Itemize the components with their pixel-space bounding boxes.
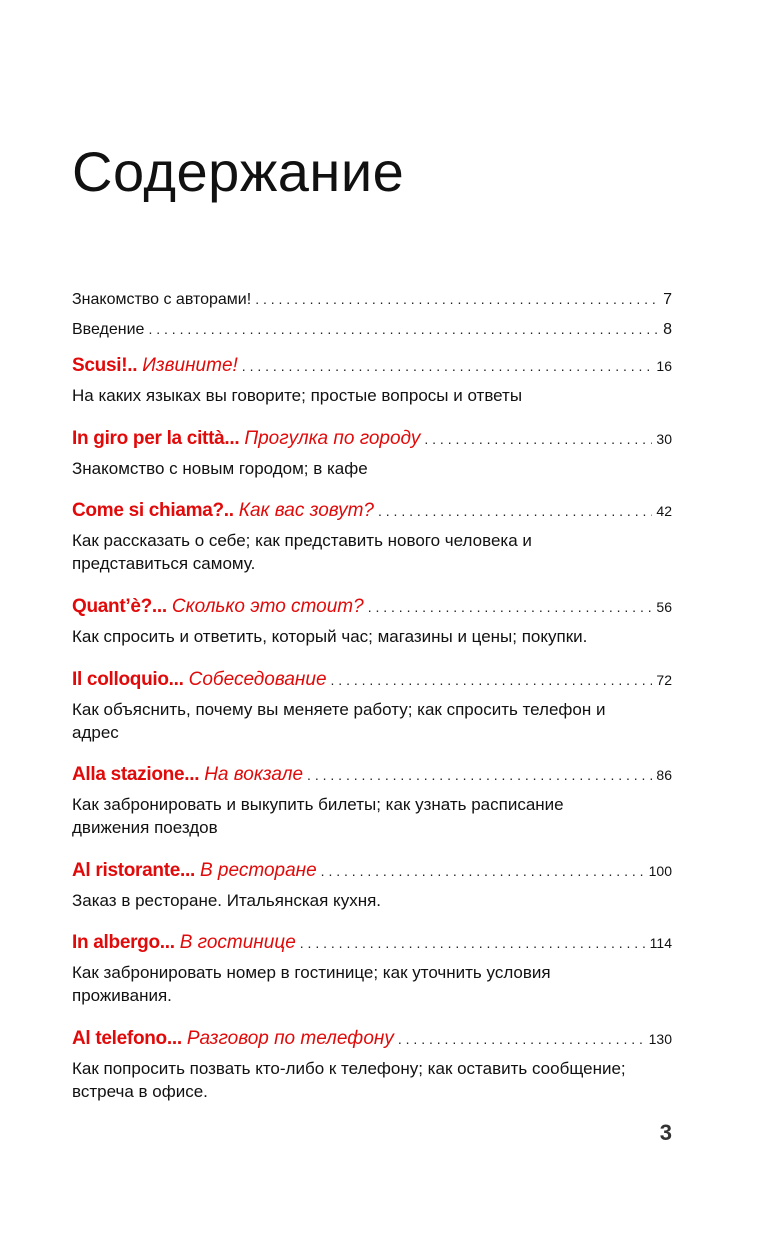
chapter-description: Как забронировать и выкупить билеты; как узнать расписание движения поездов — [72, 795, 564, 837]
chapter-description: Как спросить и ответить, который час; магазины и цены; покупки. — [72, 627, 588, 646]
toc-chapter-8[interactable] — [72, 930, 672, 956]
chapter-title-russian: В ресторане — [199, 860, 317, 881]
leader-dots — [255, 288, 659, 310]
leader-dots — [321, 858, 645, 884]
chapter-description: Как рассказать о себе; как представить нового человека и представиться самому. — [72, 531, 532, 573]
chapter-description: Как забронировать номер в гостинице; как уточнить условия проживания. — [72, 963, 551, 1005]
chapter-title-russian: В гостинице — [179, 932, 296, 953]
toc-chapter-1[interactable] — [72, 353, 672, 379]
toc-page-number: 30 — [656, 431, 672, 447]
leader-dots — [398, 1026, 645, 1052]
toc-chapter-2[interactable] — [72, 426, 672, 452]
chapter-title-russian: Разговор по телефону — [186, 1028, 394, 1049]
chapter-title-italian: In albergo... — [72, 932, 175, 953]
chapter-title-russian: Собеседование — [188, 669, 327, 690]
toc-chapter-9[interactable] — [72, 1026, 672, 1052]
toc-entry-introduction[interactable] — [72, 318, 672, 340]
chapter-description: Как объяснить, почему вы меняете работу; как спросить телефон и адрес — [72, 700, 606, 742]
toc-entry-authors[interactable] — [72, 288, 672, 310]
chapter-description: Заказ в ресторане. Итальянская кухня. — [72, 891, 382, 910]
chapter-title-italian: Il colloquio... — [72, 669, 184, 690]
leader-dots — [307, 762, 652, 788]
leader-dots — [368, 594, 653, 620]
leader-dots — [424, 426, 652, 452]
page-folio-number: 3 — [659, 1120, 672, 1145]
leader-dots — [242, 353, 653, 379]
toc-page-number: 72 — [656, 672, 672, 688]
chapter-description: На каких языках вы говорите; простые вопросы и ответы — [72, 386, 523, 405]
chapter-title-italian: Al telefono... — [72, 1028, 182, 1049]
chapter-title-russian: На вокзале — [204, 764, 304, 785]
chapter-title-russian: Прогулка по городу — [244, 428, 421, 449]
chapter-description: Знакомство с новым городом; в кафе — [72, 459, 368, 478]
toc-page-number: 7 — [663, 291, 672, 308]
chapter-title-italian: Scusi!.. — [72, 355, 138, 376]
page-title: Содержание — [72, 140, 405, 203]
chapter-title-italian: In giro per la città... — [72, 428, 240, 449]
chapter-title-italian: Come si chiama?.. — [72, 500, 234, 521]
chapter-title-italian: Al ristorante... — [72, 860, 195, 881]
toc-page-number: 56 — [656, 599, 672, 615]
toc-page-number: 100 — [648, 863, 672, 879]
chapter-title-russian: Как вас зовут? — [238, 500, 374, 521]
toc-chapter-3[interactable] — [72, 498, 672, 524]
toc-chapter-5[interactable] — [72, 667, 672, 693]
chapter-title-russian: Сколько это стоит? — [171, 596, 364, 617]
toc-chapter-6[interactable] — [72, 762, 672, 788]
toc-entry-label: Введение — [72, 321, 145, 338]
toc-entry-label: Знакомство с авторами! — [72, 291, 252, 308]
leader-dots — [300, 930, 646, 956]
toc-page-number: 130 — [648, 1031, 672, 1047]
leader-dots — [148, 318, 659, 340]
toc-chapter-4[interactable] — [72, 594, 672, 620]
chapter-description: Как попросить позвать кто-либо к телефону; как оставить сообщение; встреча в офисе. — [72, 1059, 626, 1101]
toc-page-number: 86 — [656, 767, 672, 783]
chapter-title-russian: Извините! — [142, 355, 238, 376]
leader-dots — [331, 667, 653, 693]
toc-chapter-7[interactable] — [72, 858, 672, 884]
chapter-title-italian: Quant’è?... — [72, 596, 167, 617]
chapter-title-italian: Alla stazione... — [72, 764, 200, 785]
toc-page-number: 42 — [656, 503, 672, 519]
leader-dots — [378, 498, 652, 524]
toc-page-number: 16 — [656, 358, 672, 374]
toc-page-number: 8 — [663, 321, 672, 338]
toc-page-number: 114 — [649, 935, 672, 951]
